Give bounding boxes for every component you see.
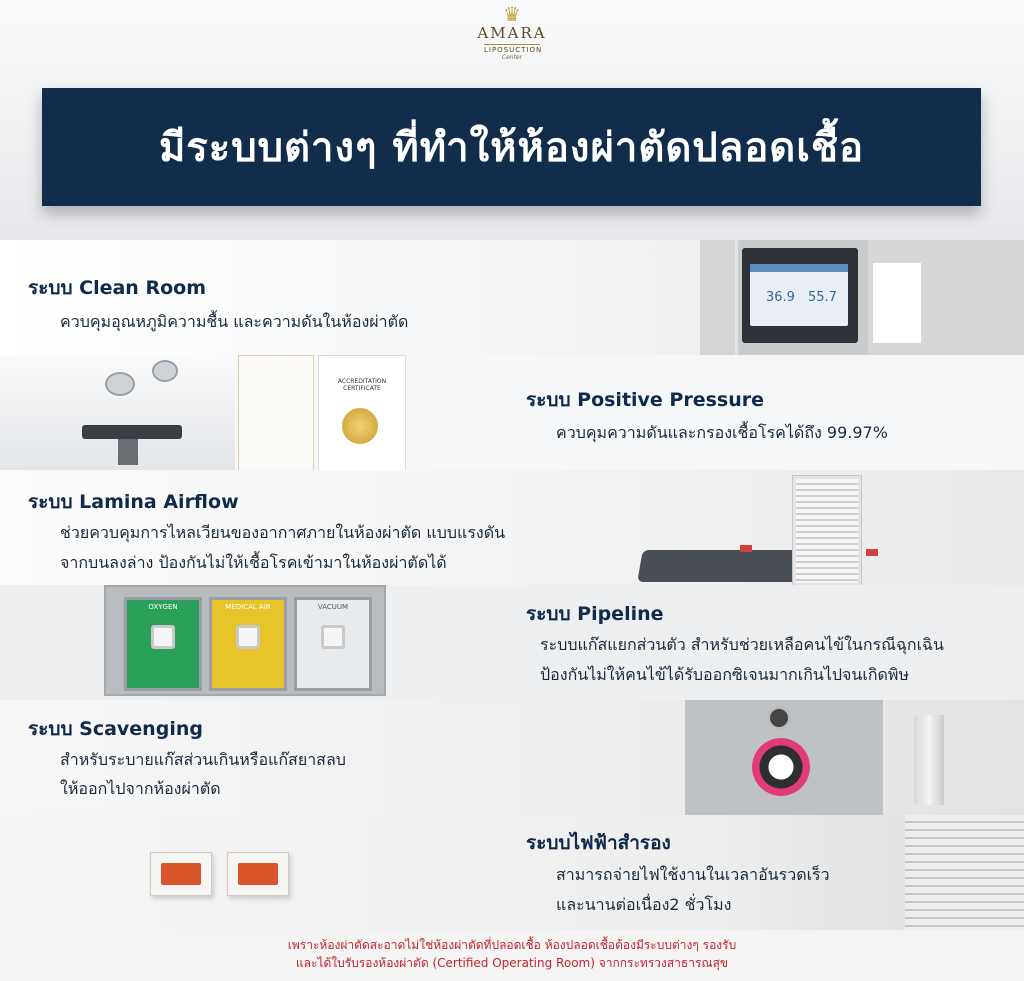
footer <box>0 930 1024 981</box>
section-title-clean-room: ระบบ Clean Room <box>28 277 206 299</box>
medical-air-outlet <box>209 597 287 691</box>
footer-line-2: และได้ใบรับรองห้องผ่าตัด (Certified Operating Room) จากกระทรวงสาธารณสุข <box>295 956 729 970</box>
humidity-readout: 55.7 <box>808 290 837 305</box>
brand-name: AMARA <box>477 24 547 42</box>
title-banner <box>42 88 981 206</box>
section-desc-lamina-airflow-2: จากบนลงล่าง ป้องกันไม่ให้เชื้อโรคเข้ามาในห้องผ่าตัดได้ <box>60 553 447 572</box>
outlet-label: MEDICAL AIR <box>225 603 271 611</box>
section-title-pipeline: ระบบ Pipeline <box>526 603 664 625</box>
section-title-lamina-airflow: ระบบ Lamina Airflow <box>28 491 239 513</box>
power-socket <box>227 852 289 896</box>
section-desc-pipeline-2: ป้องกันไม่ให้คนไข้ได้รับออกซิเจนมากเกินไปจนเกิดพิษ <box>540 665 909 684</box>
amara-logo <box>462 4 562 61</box>
gold-seal-icon <box>342 408 378 444</box>
posted-notice <box>872 262 922 344</box>
surgical-lamp-icon <box>105 372 135 396</box>
brand-tagline: LIPOSUCTION <box>484 46 543 54</box>
page-title: มีระบบต่างๆ ที่ทำให้ห้องผ่าตัดปลอดเชื้อ <box>158 125 865 171</box>
section-title-positive-pressure: ระบบ Positive Pressure <box>526 389 765 411</box>
oxygen-outlet <box>124 597 202 691</box>
certificate-title: ACCREDITATION CERTIFICATE <box>337 378 387 392</box>
air-vent <box>793 476 861 586</box>
agss-knob-icon <box>752 738 810 796</box>
control-panel-display <box>750 264 848 326</box>
surgical-lamp-icon <box>152 360 178 382</box>
power-socket <box>150 852 212 896</box>
thai-certificate <box>238 355 314 472</box>
section-desc-pipeline-1: ระบบแก๊สแยกส่วนตัว สำหรับช่วยเหลือคนไข้ในกรณีฉุกเฉิน <box>540 635 944 654</box>
outlet-label: VACUUM <box>317 603 349 611</box>
vent-grille <box>905 815 1024 930</box>
section-title-scavenging: ระบบ Scavenging <box>28 718 203 740</box>
section-desc-positive-pressure: ควบคุมความดันและกรองเชื้อโรคได้ถึง 99.97% <box>556 423 888 442</box>
section-desc-scavenging-1: สำหรับระบายแก๊สส่วนเกินหรือแก๊สยาสลบ <box>60 750 346 769</box>
outlet-label: OXYGEN <box>148 603 178 611</box>
section-desc-backup-power-2: และนานต่อเนื่อง2 ชั่วโมง <box>556 895 732 914</box>
brand-subtagline: Center <box>501 54 523 61</box>
wall-label <box>866 549 878 556</box>
section-desc-clean-room: ควบคุมอุณหภูมิความชื้น และความดันในห้องผ่าตัด <box>60 312 409 331</box>
section-title-backup-power: ระบบไฟฟ้าสำรอง <box>526 832 671 854</box>
crown-icon: ♛ <box>503 2 521 26</box>
wall-label <box>740 545 752 552</box>
section-desc-backup-power-1: สามารถจ่ายไฟใช้งานในเวลาอันรวดเร็ว <box>556 865 830 884</box>
footer-line-1: เพราะห้องผ่าตัดสะอาดไม่ใช่ห้องผ่าตัดที่ปลอดเชื้อ ห้องปลอดเชื้อต้องมีระบบต่างๆ รองรับ <box>287 938 737 952</box>
vacuum-outlet <box>294 597 372 691</box>
temperature-readout: 36.9 <box>766 290 795 305</box>
screw-icon <box>767 706 791 730</box>
section-desc-scavenging-2: ให้ออกไปจากห้องผ่าตัด <box>60 779 221 798</box>
operating-table <box>82 425 182 439</box>
section-desc-lamina-airflow-1: ช่วยควบคุมการไหลเวียนของอากาศภายในห้องผ่าตัด แบบแรงดัน <box>60 523 506 542</box>
wall-rail <box>914 715 944 805</box>
operating-table-base <box>118 439 138 465</box>
